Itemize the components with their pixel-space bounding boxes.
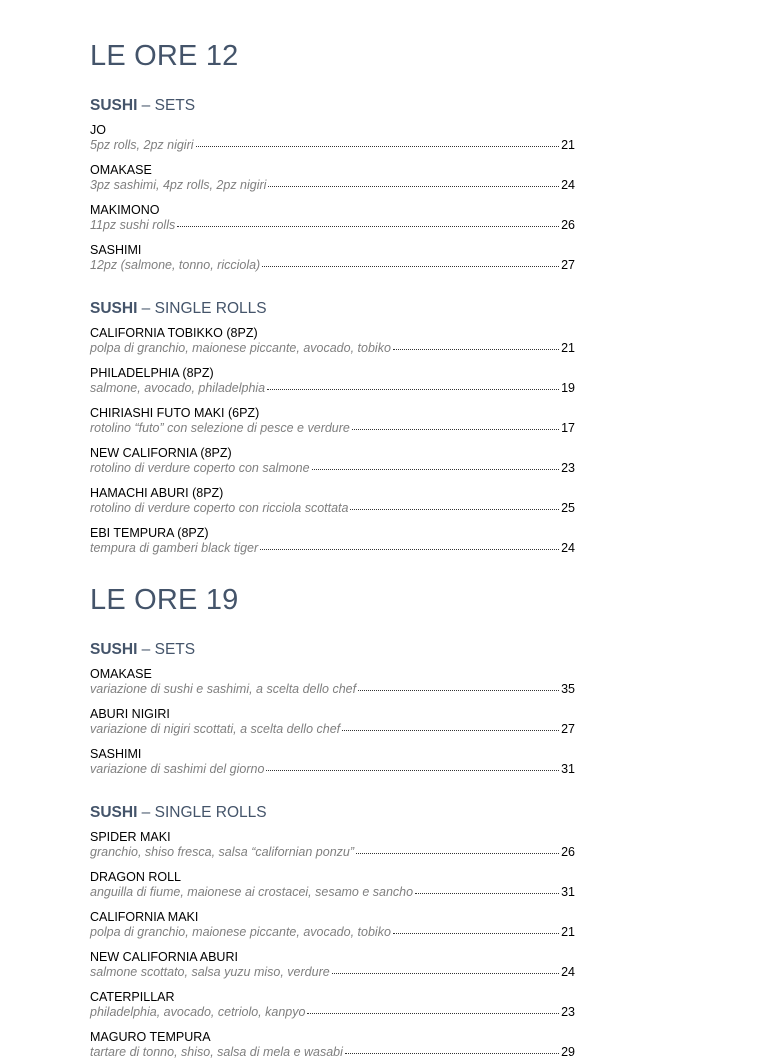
item-line xyxy=(90,178,575,193)
menu-item xyxy=(90,747,575,777)
menu-item xyxy=(90,667,575,697)
section-title-strong: SUSHI xyxy=(90,97,138,114)
item-description: tartare di tonno, shiso, salsa di mela e wasabi xyxy=(90,1045,343,1059)
item-description: 5pz rolls, 2pz nigiri xyxy=(90,138,194,152)
dot-leader xyxy=(196,146,560,147)
dot-leader xyxy=(177,226,559,227)
section-sushi-single-rolls xyxy=(90,299,575,556)
item-price: 23 xyxy=(561,1005,575,1019)
item-line xyxy=(90,541,575,556)
part-title: LE ORE 19 xyxy=(90,584,239,616)
item-name: CATERPILLAR xyxy=(90,990,175,1004)
item-description: variazione di nigiri scottati, a scelta dello chef xyxy=(90,722,341,736)
item-price: 26 xyxy=(561,218,575,232)
menu-item xyxy=(90,243,575,273)
dot-leader xyxy=(415,893,559,894)
section-title xyxy=(90,803,575,822)
item-description: 3pz sashimi, 4pz rolls, 2pz nigiri xyxy=(90,178,267,192)
item-line xyxy=(90,1005,575,1020)
section-title-strong: SUSHI xyxy=(90,300,138,317)
item-description: 12pz (salmone, tonno, ricciola) xyxy=(90,258,261,272)
item-line xyxy=(90,218,575,233)
section-title-rest: – SETS xyxy=(137,641,196,658)
item-line xyxy=(90,885,575,900)
item-name: MAGURO TEMPURA xyxy=(90,1030,211,1044)
item-name: MAKIMONO xyxy=(90,203,160,217)
item-name: CALIFORNIA MAKI xyxy=(90,910,199,924)
item-line xyxy=(90,501,575,516)
dot-leader xyxy=(260,549,559,550)
menu-item xyxy=(90,203,575,233)
section-title-strong: SUSHI xyxy=(90,641,138,658)
part-title: LE ORE 12 xyxy=(90,40,239,72)
dot-leader xyxy=(266,770,559,771)
item-description: salmone scottato, salsa yuzu miso, verdure xyxy=(90,965,330,979)
item-line xyxy=(90,762,575,777)
item-line xyxy=(90,965,575,980)
item-line xyxy=(90,258,575,273)
item-name: SASHIMI xyxy=(90,243,142,257)
item-name: CHIRIASHI FUTO MAKI (6PZ) xyxy=(90,406,260,420)
section-title xyxy=(90,640,575,659)
item-description: philadelphia, avocado, cetriolo, kanpyo xyxy=(90,1005,306,1019)
item-description: granchio, shiso fresca, salsa “californian ponzu” xyxy=(90,845,355,859)
item-description: variazione di sashimi del giorno xyxy=(90,762,265,776)
item-price: 27 xyxy=(561,258,575,272)
menu-item xyxy=(90,446,575,476)
item-name: SASHIMI xyxy=(90,747,142,761)
item-price: 21 xyxy=(561,925,575,939)
item-name: HAMACHI ABURI (8PZ) xyxy=(90,486,224,500)
item-price: 27 xyxy=(561,722,575,736)
item-price: 29 xyxy=(561,1045,575,1059)
item-price: 31 xyxy=(561,885,575,899)
item-name: EBI TEMPURA (8PZ) xyxy=(90,526,209,540)
item-line xyxy=(90,845,575,860)
dot-leader xyxy=(332,973,559,974)
item-line xyxy=(90,461,575,476)
section-title xyxy=(90,96,575,115)
item-price: 23 xyxy=(561,461,575,475)
item-description: rotolino “futo” con selezione di pesce e verdure xyxy=(90,421,350,435)
item-line xyxy=(90,1045,575,1060)
item-price: 26 xyxy=(561,845,575,859)
item-price: 35 xyxy=(561,682,575,696)
section-sushi-single-rolls xyxy=(90,803,575,1060)
dot-leader xyxy=(393,933,559,934)
dot-leader xyxy=(352,429,559,430)
dot-leader xyxy=(307,1013,559,1014)
item-name: OMAKASE xyxy=(90,667,152,681)
item-line xyxy=(90,722,575,737)
item-line xyxy=(90,421,575,436)
section-title-strong: SUSHI xyxy=(90,804,138,821)
menu-item xyxy=(90,870,575,900)
menu-item xyxy=(90,707,575,737)
item-price: 17 xyxy=(561,421,575,435)
item-price: 24 xyxy=(561,965,575,979)
menu-item xyxy=(90,830,575,860)
item-name: SPIDER MAKI xyxy=(90,830,171,844)
menu-item xyxy=(90,366,575,396)
dot-leader xyxy=(267,389,559,390)
item-name: DRAGON ROLL xyxy=(90,870,181,884)
dot-leader xyxy=(312,469,560,470)
item-price: 24 xyxy=(561,178,575,192)
section-sushi-sets xyxy=(90,640,575,777)
section-sushi-sets xyxy=(90,96,575,273)
section-title xyxy=(90,299,575,318)
menu-item xyxy=(90,123,575,153)
dot-leader xyxy=(262,266,559,267)
item-price: 19 xyxy=(561,381,575,395)
item-description: anguilla di fiume, maionese ai crostacei, sesamo e sancho xyxy=(90,885,414,899)
item-price: 31 xyxy=(561,762,575,776)
item-description: rotolino di verdure coperto con ricciola scottata xyxy=(90,501,349,515)
item-name: ABURI NIGIRI xyxy=(90,707,170,721)
menu-item xyxy=(90,406,575,436)
item-line xyxy=(90,682,575,697)
item-description: polpa di granchio, maionese piccante, avocado, tobiko xyxy=(90,925,391,939)
menu-item xyxy=(90,163,575,193)
item-name: CALIFORNIA TOBIKKO (8PZ) xyxy=(90,326,258,340)
item-description: salmone, avocado, philadelphia xyxy=(90,381,266,395)
menu-part-lunch xyxy=(90,38,575,556)
menu-item xyxy=(90,910,575,940)
dot-leader xyxy=(342,730,559,731)
item-name: JO xyxy=(90,123,106,137)
section-title-rest: – SINGLE ROLLS xyxy=(137,300,267,317)
item-line xyxy=(90,138,575,153)
menu-item xyxy=(90,990,575,1020)
dot-leader xyxy=(358,690,559,691)
item-name: OMAKASE xyxy=(90,163,152,177)
section-title-rest: – SINGLE ROLLS xyxy=(137,804,267,821)
item-line xyxy=(90,381,575,396)
item-description: variazione di sushi e sashimi, a scelta dello chef xyxy=(90,682,357,696)
item-price: 21 xyxy=(561,341,575,355)
item-description: rotolino di verdure coperto con salmone xyxy=(90,461,310,475)
dot-leader xyxy=(268,186,559,187)
menu-part-dinner xyxy=(90,582,575,1060)
menu-item xyxy=(90,326,575,356)
item-price: 21 xyxy=(561,138,575,152)
dot-leader xyxy=(345,1053,559,1054)
section-title-rest: – SETS xyxy=(137,97,196,114)
menu-item xyxy=(90,526,575,556)
item-price: 24 xyxy=(561,541,575,555)
item-description: tempura di gamberi black tiger xyxy=(90,541,259,555)
item-description: polpa di granchio, maionese piccante, avocado, tobiko xyxy=(90,341,391,355)
menu-item xyxy=(90,1030,575,1060)
dot-leader xyxy=(350,509,559,510)
dot-leader xyxy=(393,349,559,350)
item-name: NEW CALIFORNIA (8PZ) xyxy=(90,446,232,460)
item-line xyxy=(90,341,575,356)
dot-leader xyxy=(356,853,559,854)
item-line xyxy=(90,925,575,940)
menu-item xyxy=(90,486,575,516)
item-name: NEW CALIFORNIA ABURI xyxy=(90,950,238,964)
item-price: 25 xyxy=(561,501,575,515)
menu-item xyxy=(90,950,575,980)
item-name: PHILADELPHIA (8PZ) xyxy=(90,366,214,380)
item-description: 11pz sushi rolls xyxy=(90,218,176,232)
